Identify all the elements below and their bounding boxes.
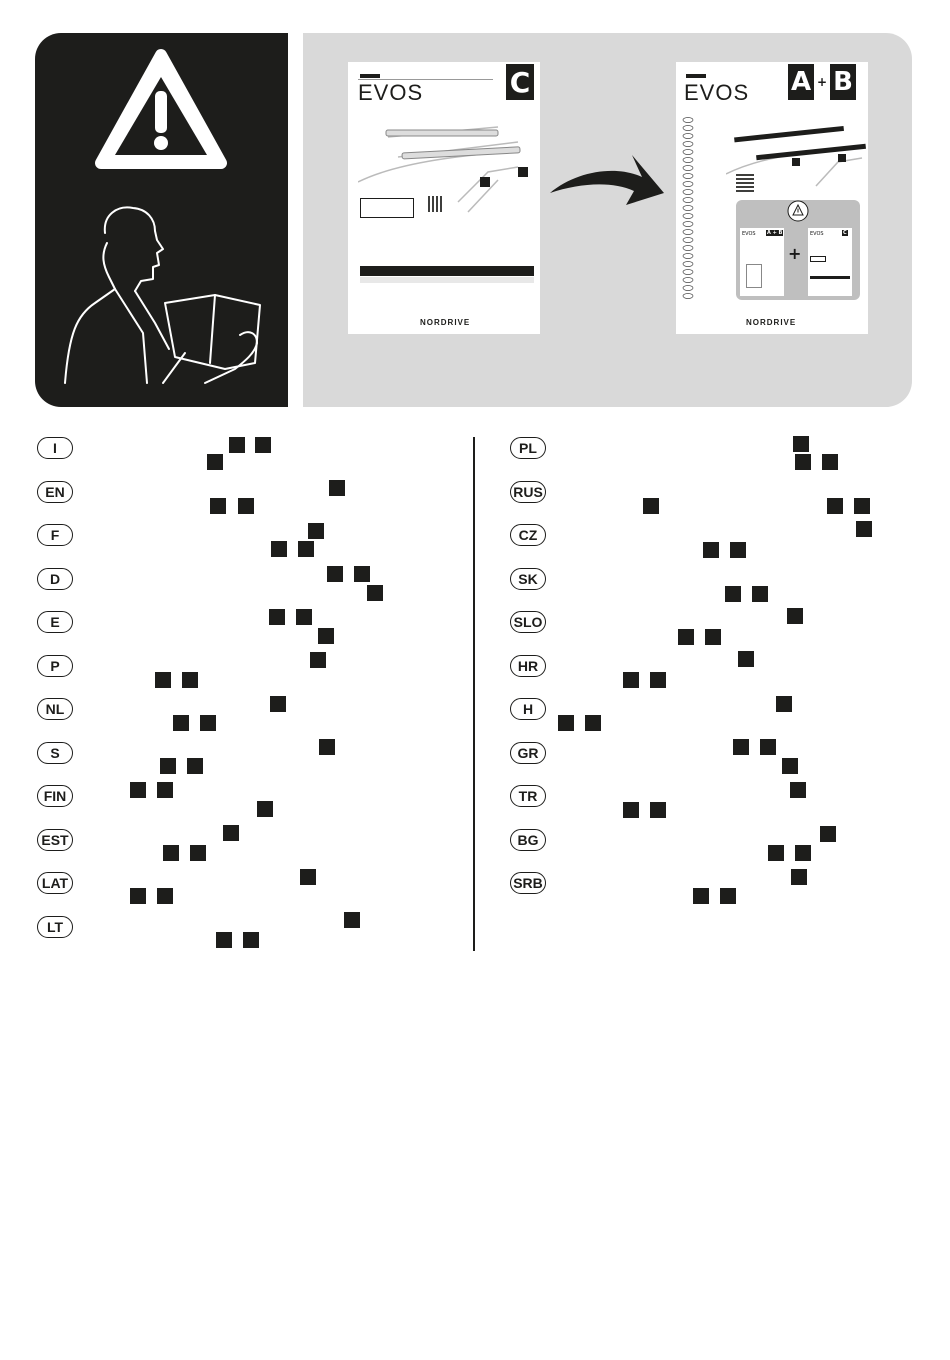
inset-c-box: [810, 256, 826, 262]
placeholder-square-icon: [623, 802, 639, 818]
placeholder-square-icon: [210, 498, 226, 514]
placeholder-square-icon: [319, 739, 335, 755]
placeholder-square-icon: [705, 629, 721, 645]
language-badge-est: EST: [37, 829, 73, 851]
placeholder-square-icon: [229, 437, 245, 453]
booklet-label-bar: [360, 74, 380, 78]
placeholder-square-icon: [795, 845, 811, 861]
placeholder-square-icon: [327, 566, 343, 582]
placeholder-square-icon: [827, 498, 843, 514]
language-badge-slo: SLO: [510, 611, 546, 633]
reading-man-icon: [65, 207, 260, 383]
placeholder-square-icon: [822, 454, 838, 470]
language-badge-sk: SK: [510, 568, 546, 590]
placeholder-square-icon: [223, 825, 239, 841]
placeholder-square-icon: [820, 826, 836, 842]
placeholder-square-icon: [790, 782, 806, 798]
placeholder-square-icon: [173, 715, 189, 731]
placeholder-square-icon: [257, 801, 273, 817]
placeholder-square-icon: [703, 542, 719, 558]
booklet-c-rule: [358, 79, 493, 80]
language-badge-p: P: [37, 655, 73, 677]
placeholder-square-icon: [157, 888, 173, 904]
placeholder-square-icon: [650, 672, 666, 688]
qr-code-icon: [428, 196, 444, 212]
language-badge-e: E: [37, 611, 73, 633]
placeholder-square-icon: [160, 758, 176, 774]
small-warning-icon: [786, 200, 810, 222]
booklet-c-title: EVOS: [358, 80, 424, 105]
placeholder-square-icon: [130, 888, 146, 904]
language-badge-h: H: [510, 698, 546, 720]
inset-c-brand: EVOS: [810, 231, 824, 237]
language-badge-srb: SRB: [510, 872, 546, 894]
placeholder-square-icon: [318, 628, 334, 644]
placeholder-square-icon: [300, 869, 316, 885]
placeholder-square-icon: [720, 888, 736, 904]
placeholder-square-icon: [269, 609, 285, 625]
placeholder-square-icon: [854, 498, 870, 514]
warning-icon: [101, 55, 221, 163]
placeholder-square-icon: [725, 586, 741, 602]
language-badge-i: I: [37, 437, 73, 459]
language-badge-bg: BG: [510, 829, 546, 851]
warning-illustration: [35, 33, 288, 407]
booklet-ab-letter-b: B: [830, 64, 856, 100]
booklet-c-table-header: [360, 266, 534, 276]
placeholder-square-icon: [367, 585, 383, 601]
booklet-ab-language-list: [682, 116, 694, 302]
placeholder-square-icon: [791, 869, 807, 885]
placeholder-square-icon: [163, 845, 179, 861]
booklet-ab-plus: +: [817, 75, 828, 89]
booklet-ab: [676, 62, 868, 334]
placeholder-square-icon: [643, 498, 659, 514]
booklet-c: [348, 62, 540, 334]
language-badge-tr: TR: [510, 785, 546, 807]
booklet-c-table-row: [360, 277, 534, 283]
placeholder-square-icon: [768, 845, 784, 861]
booklet-c-footer-brand: NORDRIVE: [420, 318, 471, 327]
inset-c-table: [810, 276, 850, 279]
language-badge-en: EN: [37, 481, 73, 503]
inset-ab-thumb: [746, 264, 762, 288]
placeholder-square-icon: [296, 609, 312, 625]
curved-arrow-icon: [546, 151, 666, 231]
placeholder-square-icon: [558, 715, 574, 731]
placeholder-square-icon: [187, 758, 203, 774]
placeholder-square-icon: [730, 542, 746, 558]
language-badge-gr: GR: [510, 742, 546, 764]
placeholder-square-icon: [344, 912, 360, 928]
placeholder-square-icon: [329, 480, 345, 496]
booklet-c-code-box: [360, 198, 414, 218]
inset-booklet-c: [808, 228, 852, 296]
placeholder-square-icon: [795, 454, 811, 470]
language-badge-lat: LAT: [37, 872, 73, 894]
language-badge-cz: CZ: [510, 524, 546, 546]
placeholder-square-icon: [787, 608, 803, 624]
language-badge-nl: NL: [37, 698, 73, 720]
inset-c-letter: C: [843, 230, 847, 236]
placeholder-square-icon: [157, 782, 173, 798]
placeholder-square-icon: [776, 696, 792, 712]
placeholder-square-icon: [182, 672, 198, 688]
placeholder-square-icon: [623, 672, 639, 688]
placeholder-square-icon: [782, 758, 798, 774]
inset-plus: +: [788, 244, 802, 263]
booklet-c-letter: C: [506, 64, 534, 100]
placeholder-square-icon: [243, 932, 259, 948]
language-badge-rus: RUS: [510, 481, 546, 503]
language-badge-s: S: [37, 742, 73, 764]
booklet-ab-letter-a: A: [788, 64, 814, 100]
booklet-label-bar: [686, 74, 706, 78]
placeholder-square-icon: [270, 696, 286, 712]
placeholder-square-icon: [207, 454, 223, 470]
placeholder-square-icon: [354, 566, 370, 582]
placeholder-square-icon: [216, 932, 232, 948]
placeholder-square-icon: [130, 782, 146, 798]
booklet-ab-title: EVOS: [684, 80, 750, 105]
inset-booklet-ab: [740, 228, 784, 296]
language-badge-d: D: [37, 568, 73, 590]
language-badge-hr: HR: [510, 655, 546, 677]
language-badge-lt: LT: [37, 916, 73, 938]
placeholder-square-icon: [238, 498, 254, 514]
placeholder-square-icon: [793, 436, 809, 452]
language-badge-pl: PL: [510, 437, 546, 459]
language-badge-fin: FIN: [37, 785, 73, 807]
placeholder-square-icon: [856, 521, 872, 537]
placeholder-square-icon: [190, 845, 206, 861]
placeholder-square-icon: [585, 715, 601, 731]
placeholder-square-icon: [310, 652, 326, 668]
placeholder-square-icon: [271, 541, 287, 557]
placeholder-square-icon: [298, 541, 314, 557]
placeholder-square-icon: [650, 802, 666, 818]
placeholder-square-icon: [760, 739, 776, 755]
placeholder-square-icon: [200, 715, 216, 731]
placeholder-square-icon: [693, 888, 709, 904]
placeholder-square-icon: [678, 629, 694, 645]
language-badge-f: F: [37, 524, 73, 546]
inset-ab-letters: A + B: [767, 230, 783, 236]
placeholder-square-icon: [155, 672, 171, 688]
placeholder-square-icon: [738, 651, 754, 667]
booklet-ab-footer-brand: NORDRIVE: [746, 318, 797, 327]
column-divider: [473, 437, 475, 951]
booklet-ab-inset: [736, 200, 860, 300]
placeholder-square-icon: [255, 437, 271, 453]
warning-panel: [35, 33, 288, 407]
booklets-panel: [303, 33, 912, 407]
placeholder-square-icon: [733, 739, 749, 755]
placeholder-square-icon: [752, 586, 768, 602]
placeholder-square-icon: [308, 523, 324, 539]
inset-ab-brand: EVOS: [742, 231, 756, 237]
qr-code-icon: [736, 174, 754, 192]
